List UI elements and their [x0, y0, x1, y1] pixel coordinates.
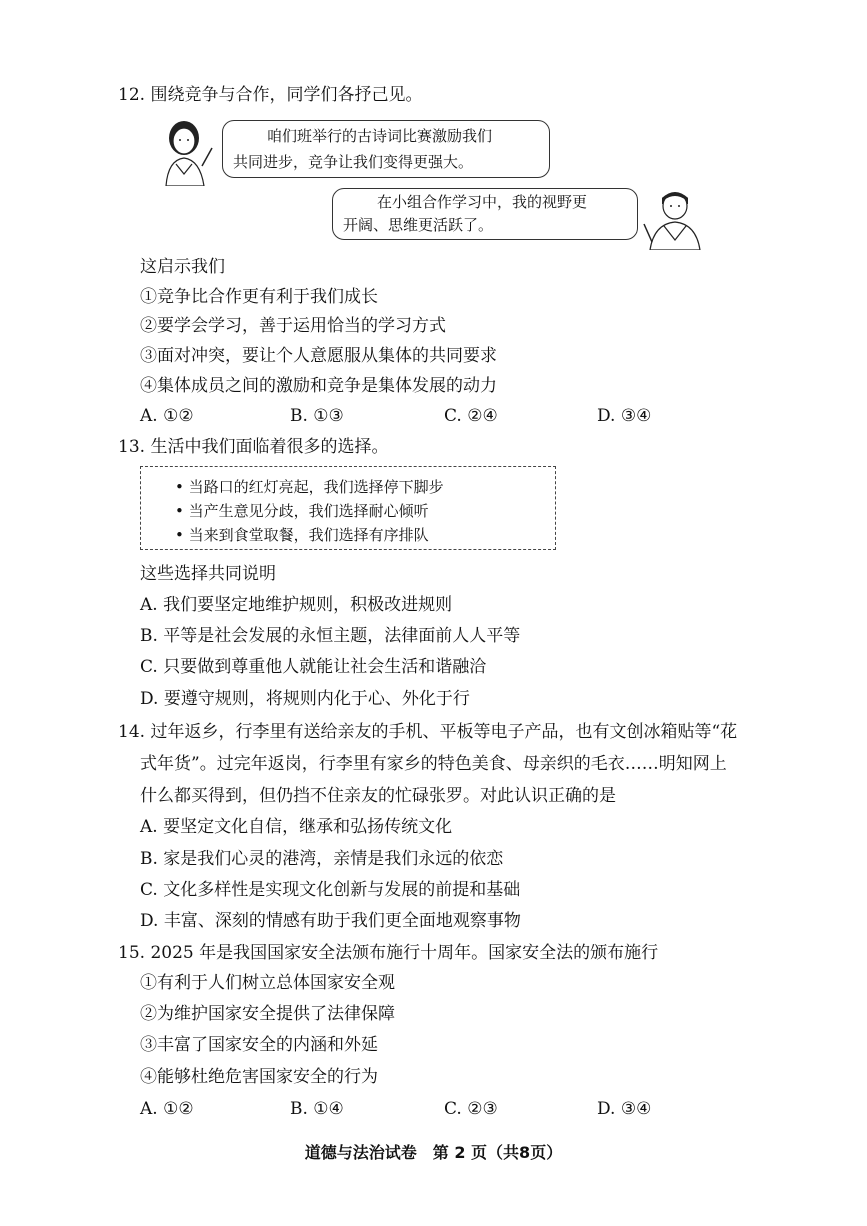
q13-prompt: 这些选择共同说明	[140, 564, 276, 584]
q13-choices-box	[140, 466, 556, 550]
q12-option-d[interactable]: D. ③④	[597, 406, 652, 426]
girl-speech-bubble	[222, 120, 550, 178]
q15-option-d[interactable]: D. ③④	[597, 1099, 652, 1119]
q12-option-c[interactable]: C. ②④	[444, 406, 498, 426]
q15-statement-1: ①有利于人们树立总体国家安全观	[140, 973, 395, 993]
q13-option-c[interactable]: C. 只要做到尊重他人就能让社会生活和谐融洽	[140, 657, 487, 677]
q14-option-c[interactable]: C. 文化多样性是实现文化创新与发展的前提和基础	[140, 880, 521, 900]
girl-speech-line-2: 共同进步，竞争让我们变得更强大。	[233, 153, 474, 171]
q13-box-item-1: • 当路口的红灯亮起，我们选择停下脚步	[175, 478, 444, 496]
boy-speech-line-2: 开阔、思维更活跃了。	[343, 216, 494, 234]
q15-statement-3: ③丰富了国家安全的内涵和外延	[140, 1035, 378, 1055]
q12-stem: 12. 围绕竞争与合作，同学们各抒己见。	[118, 85, 423, 105]
q15-options	[0, 1098, 867, 1120]
q13-option-b[interactable]: B. 平等是社会发展的永恒主题，法律面前人人平等	[140, 626, 521, 646]
q15-option-c[interactable]: C. ②③	[444, 1099, 498, 1119]
q14-option-b[interactable]: B. 家是我们心灵的港湾，亲情是我们永远的依恋	[140, 849, 504, 869]
girl-avatar-icon	[156, 114, 216, 186]
q14-stem-line-1: 14. 过年返乡，行李里有送给亲友的手机、平板等电子产品，也有文创冰箱贴等“花	[118, 722, 738, 742]
q13-box-item-3: • 当来到食堂取餐，我们选择有序排队	[175, 526, 429, 544]
q12-statement-3: ③面对冲突，要让个人意愿服从集体的共同要求	[140, 346, 497, 366]
q15-option-a[interactable]: A. ①②	[140, 1099, 194, 1119]
q13-option-d[interactable]: D. 要遵守规则，将规则内化于心、外化于行	[140, 689, 470, 709]
q14-stem-line-3: 什么都买得到，但仍挡不住亲友的忙碌张罗。对此认识正确的是	[140, 786, 616, 806]
q13-stem: 13. 生活中我们面临着很多的选择。	[118, 437, 389, 457]
q12-statement-2: ②要学会学习，善于运用恰当的学习方式	[140, 316, 446, 336]
boy-speech-line-1: 在小组合作学习中，我的视野更	[377, 193, 588, 211]
q12-options	[0, 405, 867, 427]
q15-statement-2: ②为维护国家安全提供了法律保障	[140, 1004, 395, 1024]
q13-box-item-2: • 当产生意见分歧，我们选择耐心倾听	[175, 502, 429, 520]
q14-stem-line-2: 式年货”。过完年返岗，行李里有家乡的特色美食、母亲织的毛衣……明知网上	[140, 754, 727, 774]
q12-option-a[interactable]: A. ①②	[140, 406, 194, 426]
page-footer: 道德与法治试卷 第 2 页（共8页）	[304, 1143, 563, 1162]
boy-avatar-icon	[642, 184, 708, 250]
q15-statement-4: ④能够杜绝危害国家安全的行为	[140, 1067, 378, 1087]
q12-statement-1: ①竞争比合作更有利于我们成长	[140, 287, 378, 307]
q15-stem: 15. 2025 年是我国国家安全法颁布施行十周年。国家安全法的颁布施行	[118, 943, 659, 963]
q12-statement-4: ④集体成员之间的激励和竞争是集体发展的动力	[140, 376, 497, 396]
q14-option-a[interactable]: A. 要坚定文化自信，继承和弘扬传统文化	[140, 817, 453, 837]
q12-prompt: 这启示我们	[140, 257, 225, 277]
q13-option-a[interactable]: A. 我们要坚定地维护规则，积极改进规则	[140, 595, 453, 615]
girl-speech-line-1: 咱们班举行的古诗词比赛激励我们	[267, 127, 493, 145]
q15-option-b[interactable]: B. ①④	[290, 1099, 344, 1119]
q14-option-d[interactable]: D. 丰富、深刻的情感有助于我们更全面地观察事物	[140, 911, 521, 931]
boy-speech-bubble	[332, 188, 638, 240]
q12-option-b[interactable]: B. ①③	[290, 406, 344, 426]
